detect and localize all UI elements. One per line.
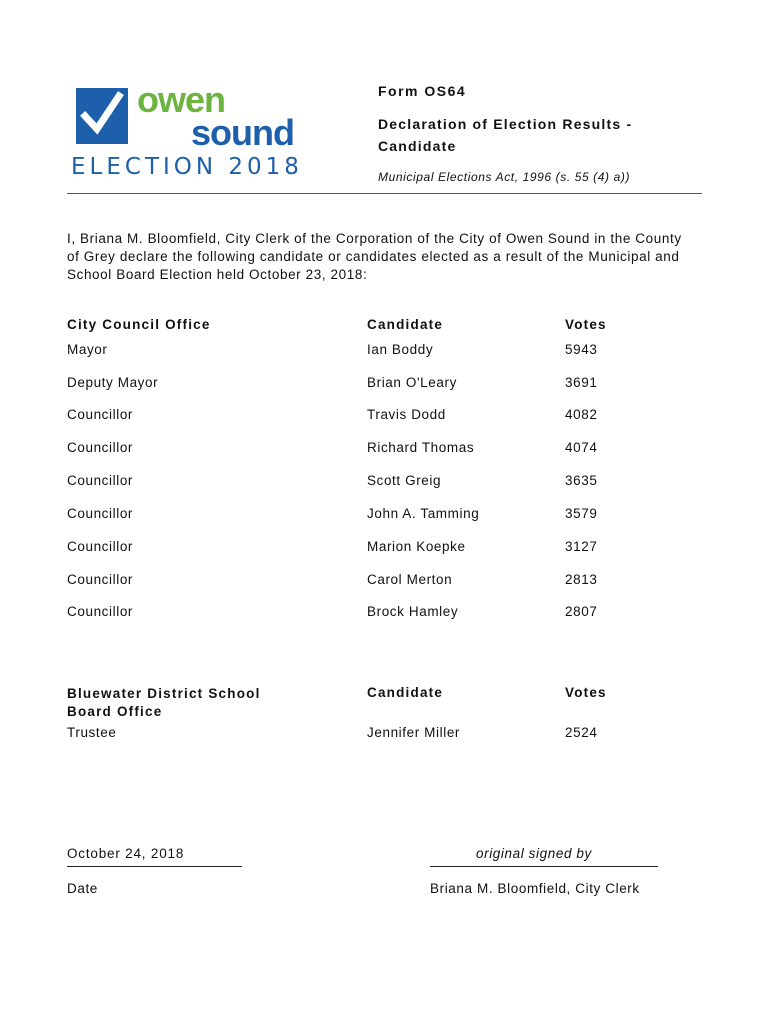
- clerk-signature-line: [430, 866, 658, 867]
- original-signed-note: original signed by: [476, 846, 592, 861]
- date-signature-line: [67, 866, 242, 867]
- date-label: Date: [67, 881, 98, 896]
- logo-tagline: ELECTION 2018: [71, 154, 303, 180]
- council-row-8-office: Councillor: [67, 604, 134, 619]
- council-row-6-candidate: Marion Koepke: [367, 539, 466, 554]
- council-row-7-votes: 2813: [565, 572, 598, 587]
- council-row-4-office: Councillor: [67, 473, 134, 488]
- council-row-6-office: Councillor: [67, 539, 134, 554]
- council-row-4-votes: 3635: [565, 473, 598, 488]
- council-row-8-votes: 2807: [565, 604, 598, 619]
- council-row-3-candidate: Richard Thomas: [367, 440, 475, 455]
- council-candidate-header: Candidate: [367, 317, 444, 332]
- declaration-paragraph: I, Briana M. Bloomfield, City Clerk of the Corporation of the City of Owen Sound in the County of Grey declare the following candidate or candidates elected as a result of the Municipal and School Board Election held October 23, 2018:: [67, 231, 682, 282]
- form-title: Declaration of Election Results - Candidate: [378, 116, 633, 154]
- council-row-5-candidate: John A. Tamming: [367, 506, 480, 521]
- council-row-6-votes: 3127: [565, 539, 598, 554]
- council-row-5-office: Councillor: [67, 506, 134, 521]
- act-reference: Municipal Elections Act, 1996 (s. 55 (4) a)): [378, 170, 631, 184]
- council-row-2-candidate: Travis Dodd: [367, 407, 446, 422]
- council-row-3-votes: 4074: [565, 440, 598, 455]
- council-votes-header: Votes: [565, 317, 607, 332]
- clerk-name-title: Briana M. Bloomfield, City Clerk: [430, 881, 640, 896]
- council-row-1-votes: 3691: [565, 375, 598, 390]
- school-board-candidate-header: Candidate: [367, 685, 444, 700]
- school-board-row-0-office: Trustee: [67, 725, 117, 740]
- council-row-0-candidate: Ian Boddy: [367, 342, 434, 357]
- council-row-4-candidate: Scott Greig: [367, 473, 442, 488]
- logo-word-sound: sound: [191, 112, 294, 153]
- school-board-votes-header: Votes: [565, 685, 607, 700]
- council-row-7-candidate: Carol Merton: [367, 572, 453, 587]
- owen-sound-election-logo: [67, 82, 307, 182]
- form-number: Form OS64: [378, 83, 467, 99]
- council-row-1-candidate: Brian O'Leary: [367, 375, 457, 390]
- logo-word-owen: owen: [137, 82, 226, 120]
- school-board-office-header: Bluewater District School Board Office: [67, 686, 261, 719]
- council-row-8-candidate: Brock Hamley: [367, 604, 459, 619]
- declaration-date: October 24, 2018: [67, 846, 185, 861]
- council-row-0-votes: 5943: [565, 342, 598, 357]
- council-row-2-votes: 4082: [565, 407, 598, 422]
- school-board-row-0-candidate: Jennifer Miller: [367, 725, 461, 740]
- council-row-5-votes: 3579: [565, 506, 598, 521]
- header-divider: [67, 193, 702, 194]
- council-row-3-office: Councillor: [67, 440, 134, 455]
- council-row-2-office: Councillor: [67, 407, 134, 422]
- council-row-1-office: Deputy Mayor: [67, 375, 159, 390]
- council-row-0-office: Mayor: [67, 342, 108, 357]
- council-row-7-office: Councillor: [67, 572, 134, 587]
- council-office-header: City Council Office: [67, 317, 211, 332]
- school-board-row-0-votes: 2524: [565, 725, 598, 740]
